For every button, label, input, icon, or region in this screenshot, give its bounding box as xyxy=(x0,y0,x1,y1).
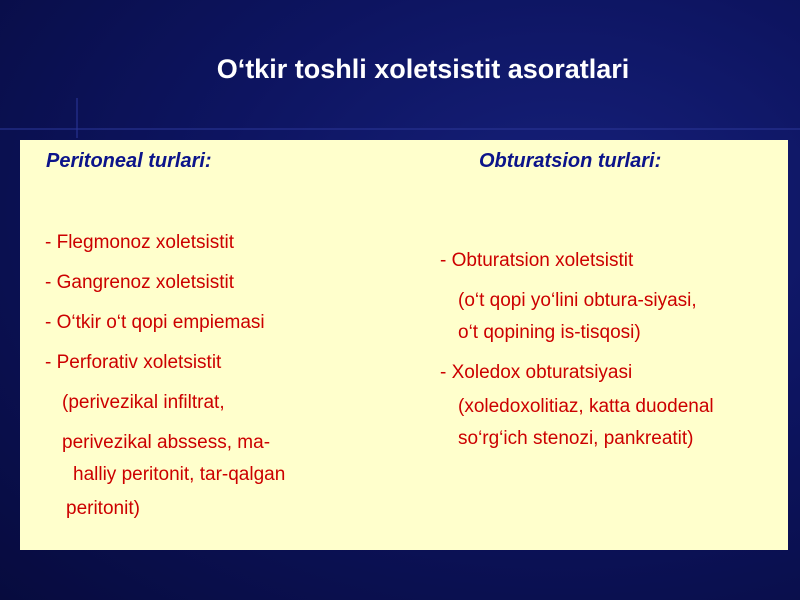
right-line-3: o‘t qopining is-tisqosi) xyxy=(458,322,641,343)
right-column-heading: Obturatsion turlari: xyxy=(479,150,662,172)
left-line-7: halliy peritonit, tar-qalgan xyxy=(73,464,286,485)
content-panel xyxy=(20,140,788,550)
left-line-8: peritonit) xyxy=(66,498,140,519)
left-line-4: - Perforativ xoletsistit xyxy=(45,352,222,373)
right-line-2: (o‘t qopi yo‘lini obtura-siyasi, xyxy=(458,290,697,311)
left-line-1: - Flegmonoz xoletsistit xyxy=(45,232,235,253)
slide-title: O‘tkir toshli xoletsistit asoratlari xyxy=(216,54,630,84)
right-line-6: so‘rg‘ich stenozi, pankreatit) xyxy=(458,428,694,449)
right-line-4: - Xoledox obturatsiyasi xyxy=(440,362,633,383)
left-line-5: (perivezikal infiltrat, xyxy=(62,392,225,413)
decorative-vertical-line xyxy=(76,98,78,138)
decorative-horizontal-line xyxy=(0,128,800,130)
left-line-6: perivezikal abssess, ma- xyxy=(62,432,271,453)
left-line-3: - O‘tkir o‘t qopi empiemasi xyxy=(45,312,265,333)
left-line-2: - Gangrenoz xoletsistit xyxy=(45,272,235,293)
right-line-1: - Obturatsion xoletsistit xyxy=(440,250,634,271)
right-line-5: (xoledoxolitiaz, katta duodenal xyxy=(458,396,714,417)
left-column-heading: Peritoneal turlari: xyxy=(46,150,212,172)
